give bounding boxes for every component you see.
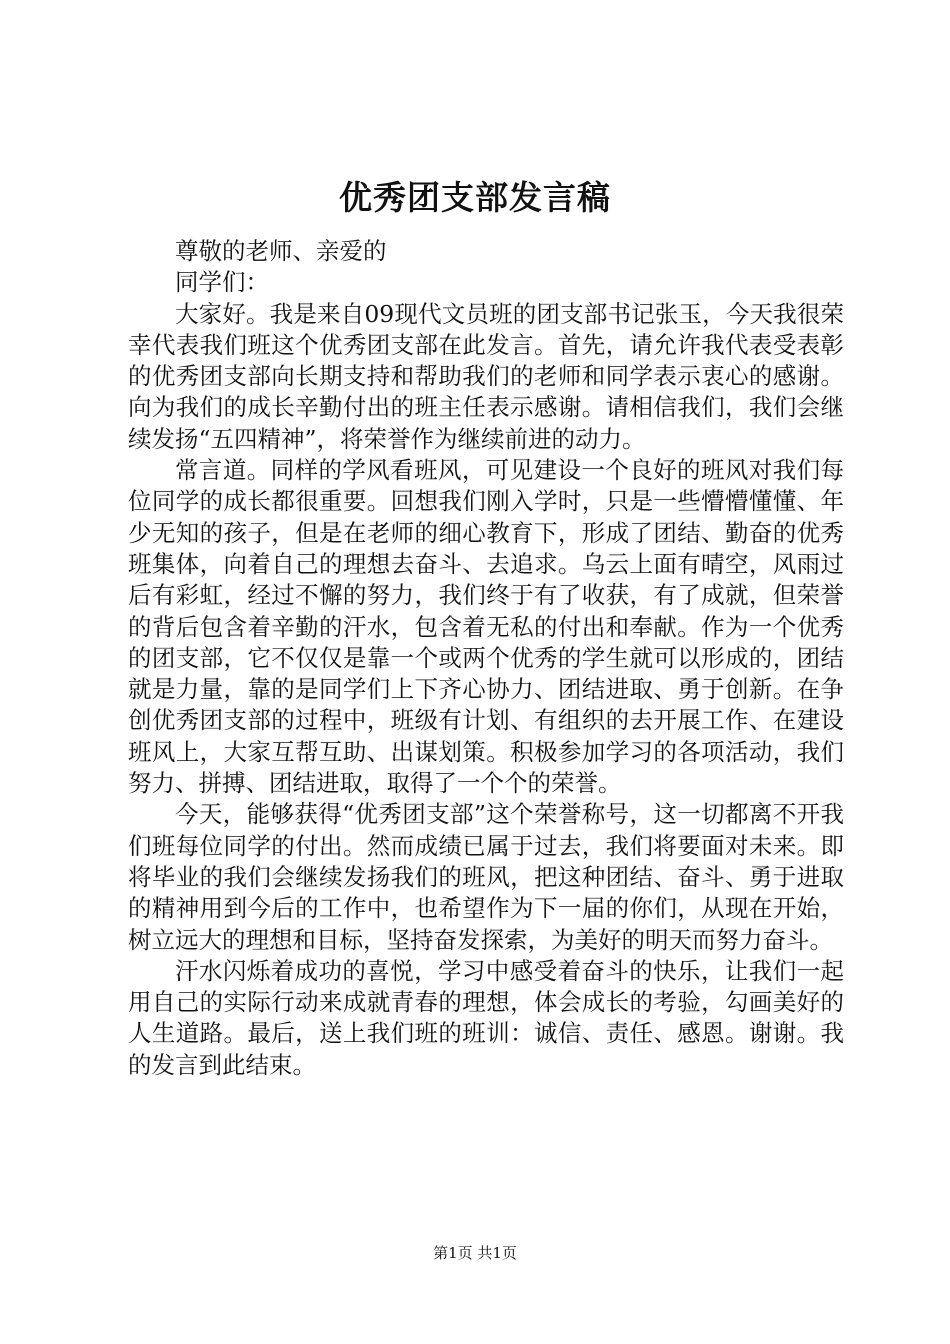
body-paragraph-4: 汗水闪烁着成功的喜悦，学习中感受着奋斗的快乐，让我们一起用自己的实际行动来成就青春的理想，体会成长的考验，勾画美好的人生道路。最后，送上我们班的班训：诚信、责任、感恩。谢谢。我的发言到此结束。: [128, 956, 844, 1079]
salutation-line-2: 同学们：: [175, 268, 269, 297]
document-title: 优秀团支部发言稿: [339, 178, 611, 217]
salutation-line-1: 尊敬的老师、亲爱的: [175, 237, 387, 265]
body-paragraph-1: 大家好。我是来自09现代文员班的团支部书记张玉，今天我很荣幸代表我们班这个优秀团支部在此发言。首先，请允许我代表受表彰的优秀团支部向长期支持和帮助我们的老师和同学表示衷心的感谢。向为我们的成长辛勤付出的班主任表示感谢。请相信我们，我们会继续发扬“五四精神”，将荣誉作为继续前进的动力。: [128, 299, 844, 453]
body-paragraph-2: 常言道。同样的学风看班风，可见建设一个良好的班风对我们每位同学的成长都很重要。回想我们刚入学时，只是一些懵懵懂懂、年少无知的孩子，但是在老师的细心教育下，形成了团结、勤奋的优秀班集体，向着自己的理想去奋斗、去追求。乌云上面有晴空，风雨过后有彩虹，经过不懈的努力，我们终于有了收获，有了成就，但荣誉的背后包含着辛勤的汗水，包含着无私的付出和奉献。作为一个优秀的团支部，它不仅仅是靠一个或两个优秀的学生就可以形成的，团结就是力量，靠的是同学们上下齐心协力、团结进取、勇于创新。在争创优秀团支部的过程中，班级有计划、有组织的去开展工作、在建设班风上，大家互帮互助、出谋划策。积极参加学习的各项活动，我们努力、拼搏、团结进取，取得了一个个的荣誉。: [128, 456, 844, 798]
page-footer: 第1页 共1页: [433, 1244, 517, 1262]
document-body: [128, 236, 844, 1081]
body-paragraph-3: 今天，能够获得“优秀团支部”这个荣誉称号，这一切都离不开我们班每位同学的付出。然而成绩已属于过去，我们将要面对未来。即将毕业的我们会继续发扬我们的班风，把这种团结、奋斗、勇于进取的精神用到今后的工作中，也希望作为下一届的你们，从现在开始，树立远大的理想和目标，坚持奋发探索，为美好的明天而努力奋斗。: [128, 800, 844, 954]
